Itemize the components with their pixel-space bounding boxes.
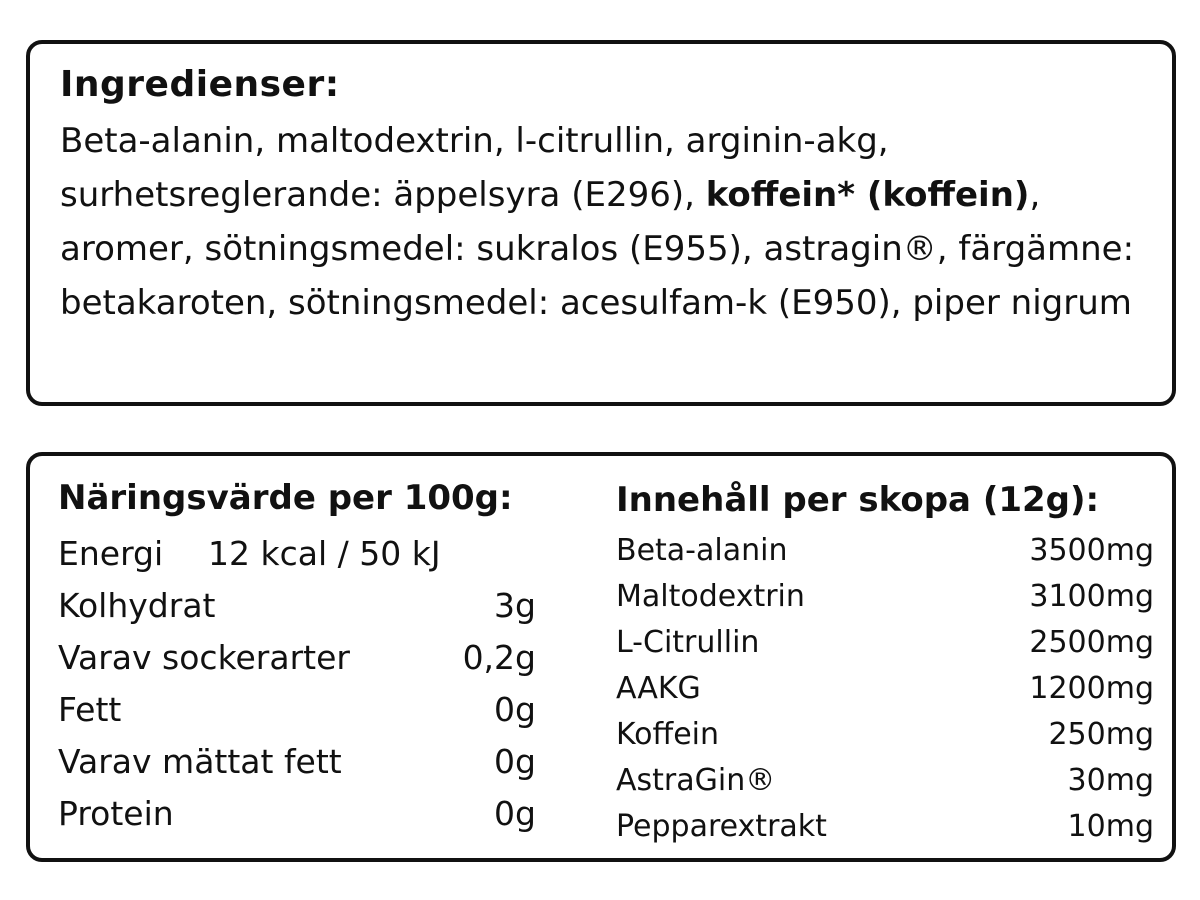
per-scoop-row-value: 2500mg bbox=[1029, 625, 1154, 660]
ingredients-text bbox=[60, 114, 1140, 330]
nutrition-row-label: Protein bbox=[58, 794, 174, 833]
nutrition-box bbox=[26, 452, 1176, 862]
ingredients-text-part1: Beta-alanin, maltodextrin, l-citrullin, arginin-akg, surhetsreglerande: äppelsyra (E296), bbox=[60, 121, 889, 215]
per-scoop-row bbox=[616, 574, 1154, 620]
per-scoop-row bbox=[616, 666, 1154, 712]
nutrition-row-label: Varav sockerarter bbox=[58, 638, 350, 677]
per-scoop-row bbox=[616, 528, 1154, 574]
per-scoop-row-label: Koffein bbox=[616, 717, 720, 752]
per-scoop-row-label: Beta-alanin bbox=[616, 533, 788, 568]
per-scoop-row bbox=[616, 804, 1154, 850]
nutrition-energy-label: Energi bbox=[58, 534, 164, 573]
nutrition-row-value: 0g bbox=[494, 742, 536, 781]
per-scoop-row-value: 250mg bbox=[1048, 717, 1154, 752]
ingredients-caffeine-bold: koffein* (koffein) bbox=[705, 175, 1030, 215]
per-scoop-row-label: Maltodextrin bbox=[616, 579, 805, 614]
per-scoop-row-value: 30mg bbox=[1067, 763, 1154, 798]
ingredients-box bbox=[26, 40, 1176, 406]
per-scoop-row-value: 3100mg bbox=[1029, 579, 1154, 614]
per-scoop-row-label: AAKG bbox=[616, 671, 701, 706]
nutrition-energy-value: 12 kcal / 50 kJ bbox=[208, 534, 441, 573]
nutrition-row-label: Varav mättat fett bbox=[58, 742, 342, 781]
nutrition-row bbox=[58, 684, 536, 736]
per-scoop-row-value: 3500mg bbox=[1029, 533, 1154, 568]
nutrition-title: Näringsvärde per 100g: bbox=[58, 478, 513, 518]
nutrition-row-value: 3g bbox=[494, 586, 536, 625]
per-scoop-row bbox=[616, 620, 1154, 666]
per-scoop-row bbox=[616, 758, 1154, 804]
nutrition-row bbox=[58, 632, 536, 684]
nutrition-row-energy bbox=[58, 528, 536, 580]
nutrition-row bbox=[58, 788, 536, 840]
per-scoop-row-value: 10mg bbox=[1067, 809, 1154, 844]
nutrition-row bbox=[58, 580, 536, 632]
nutrition-energy-cell bbox=[58, 528, 441, 580]
per-scoop-row-label: L-Citrullin bbox=[616, 625, 760, 660]
per-scoop-row-value: 1200mg bbox=[1029, 671, 1154, 706]
nutrition-row bbox=[58, 736, 536, 788]
ingredients-title: Ingredienser: bbox=[60, 64, 340, 105]
per-scoop-row-label: AstraGin® bbox=[616, 763, 776, 798]
per-scoop-title: Innehåll per skopa (12g): bbox=[616, 480, 1100, 520]
nutrition-row-value: 0g bbox=[494, 794, 536, 833]
nutrition-row-label: Fett bbox=[58, 690, 122, 729]
nutrition-row-value: 0,2g bbox=[462, 638, 536, 677]
per-scoop-row bbox=[616, 712, 1154, 758]
nutrition-row-label: Kolhydrat bbox=[58, 586, 216, 625]
nutrition-row-value: 0g bbox=[494, 690, 536, 729]
ingredients-text-part2: , aromer, sötningsmedel: sukralos (E955), astragin®, färgämne: betakaroten, sötningsmedel: acesulfam-k (E950), piper nigrum bbox=[60, 175, 1135, 323]
per-scoop-row-label: Pepparextrakt bbox=[616, 809, 827, 844]
